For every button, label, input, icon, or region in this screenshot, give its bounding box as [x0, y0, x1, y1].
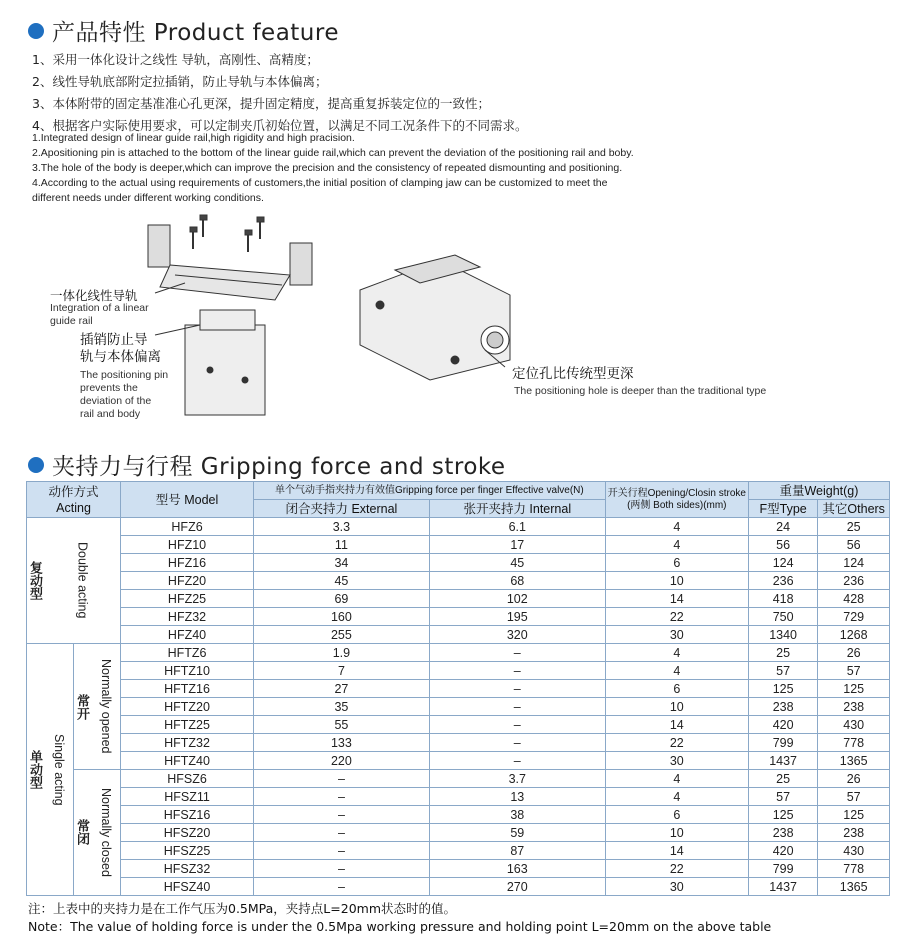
double-internal-cell: 195 — [429, 608, 605, 626]
open-others-cell: 778 — [818, 734, 890, 752]
open-external-cell: 7 — [253, 662, 429, 680]
closed-others-cell: 26 — [818, 770, 890, 788]
double-external-cell: 69 — [253, 590, 429, 608]
closed-stroke-cell: 10 — [605, 824, 748, 842]
double-others-cell: 56 — [818, 536, 890, 554]
closed-model-cell: HFSZ20 — [121, 824, 254, 842]
open-model-cell: HFTZ20 — [121, 698, 254, 716]
group-double-acting-cn: 复动型 — [28, 560, 43, 600]
group-normally-closed-en: Normally closed — [99, 788, 114, 877]
closed-model-cell: HFSZ25 — [121, 842, 254, 860]
double-external-cell: 160 — [253, 608, 429, 626]
double-others-cell: 1268 — [818, 626, 890, 644]
group-single-acting-en: Single acting — [52, 733, 67, 806]
double-others-cell: 428 — [818, 590, 890, 608]
group-normally-opened-en: Normally opened — [99, 659, 114, 754]
table-row — [27, 770, 890, 788]
double-model-cell: HFZ40 — [121, 626, 254, 644]
table-row — [27, 824, 890, 842]
table-row — [27, 680, 890, 698]
feature-en-line-2: 2.Apositioning pin is attached to the bottom of the linear guide rail,which can prevent the deviation of the positioning rail and boby. — [32, 147, 634, 159]
header-acting — [27, 482, 121, 518]
feature-en-line-1: 1.Integrated design of linear guide rail,high rigidity and high pracision. — [32, 132, 355, 144]
bullet-dot-icon — [28, 23, 44, 39]
double-others-cell: 25 — [818, 518, 890, 536]
double-ftype-cell: 418 — [748, 590, 818, 608]
double-model-cell: HFZ10 — [121, 536, 254, 554]
double-external-cell: 3.3 — [253, 518, 429, 536]
double-stroke-cell: 22 — [605, 608, 748, 626]
open-external-cell: 133 — [253, 734, 429, 752]
double-ftype-cell: 24 — [748, 518, 818, 536]
closed-stroke-cell: 14 — [605, 842, 748, 860]
closed-others-cell: 430 — [818, 842, 890, 860]
double-stroke-cell: 14 — [605, 590, 748, 608]
double-stroke-cell: 30 — [605, 626, 748, 644]
group-double-acting-en: Double acting — [75, 542, 90, 619]
open-ftype-cell: 1437 — [748, 752, 818, 770]
open-internal-cell: – — [429, 644, 605, 662]
table-row — [27, 590, 890, 608]
closed-internal-cell: 38 — [429, 806, 605, 824]
table-row — [27, 626, 890, 644]
double-others-cell: 236 — [818, 572, 890, 590]
open-model-cell: HFTZ32 — [121, 734, 254, 752]
closed-external-cell: – — [253, 770, 429, 788]
gripping-title: 夹持力与行程 Gripping force and stroke — [52, 454, 506, 480]
closed-internal-cell: 163 — [429, 860, 605, 878]
header-others: 其它Others — [818, 500, 890, 518]
label-pin-cn — [80, 332, 161, 366]
double-internal-cell: 6.1 — [429, 518, 605, 536]
double-ftype-cell: 124 — [748, 554, 818, 572]
closed-model-cell: HFSZ32 — [121, 860, 254, 878]
open-internal-cell: – — [429, 752, 605, 770]
double-model-cell: HFZ16 — [121, 554, 254, 572]
feature-cn-line-2: 2、线性导轨底部附定拉插销，防止导轨与本体偏离； — [32, 74, 328, 89]
open-internal-cell: – — [429, 698, 605, 716]
open-ftype-cell: 125 — [748, 680, 818, 698]
table-row — [27, 644, 890, 662]
closed-stroke-cell: 22 — [605, 860, 748, 878]
header-acting-en: Acting — [56, 500, 91, 515]
open-stroke-cell: 10 — [605, 698, 748, 716]
open-stroke-cell: 30 — [605, 752, 748, 770]
closed-ftype-cell: 799 — [748, 860, 818, 878]
table-row — [27, 572, 890, 590]
table-row — [27, 536, 890, 554]
double-ftype-cell: 56 — [748, 536, 818, 554]
closed-internal-cell: 59 — [429, 824, 605, 842]
closed-ftype-cell: 57 — [748, 788, 818, 806]
table-row — [27, 788, 890, 806]
closed-external-cell: – — [253, 824, 429, 842]
open-model-cell: HFTZ10 — [121, 662, 254, 680]
closed-external-cell: – — [253, 788, 429, 806]
closed-ftype-cell: 238 — [748, 824, 818, 842]
open-others-cell: 238 — [818, 698, 890, 716]
closed-internal-cell: 3.7 — [429, 770, 605, 788]
double-external-cell: 255 — [253, 626, 429, 644]
closed-stroke-cell: 30 — [605, 878, 748, 896]
label-linear-rail-en-2: guide rail — [50, 315, 93, 327]
open-external-cell: 55 — [253, 716, 429, 734]
open-external-cell: 27 — [253, 680, 429, 698]
group-normally-opened-cn: 常开 — [75, 693, 91, 720]
group-single-acting — [27, 644, 74, 896]
double-ftype-cell: 750 — [748, 608, 818, 626]
label-pin-en — [80, 369, 168, 421]
closed-internal-cell: 87 — [429, 842, 605, 860]
closed-model-cell: HFSZ11 — [121, 788, 254, 806]
open-stroke-cell: 14 — [605, 716, 748, 734]
open-ftype-cell: 238 — [748, 698, 818, 716]
open-internal-cell: – — [429, 716, 605, 734]
table-row — [27, 806, 890, 824]
double-ftype-cell: 236 — [748, 572, 818, 590]
double-external-cell: 11 — [253, 536, 429, 554]
label-pin-cn-1: 插销防止导 — [80, 332, 148, 348]
open-model-cell: HFTZ6 — [121, 644, 254, 662]
bolt-icon — [190, 215, 264, 252]
open-ftype-cell: 57 — [748, 662, 818, 680]
open-model-cell: HFTZ40 — [121, 752, 254, 770]
note-cn: 注：上表中的夹持力是在工作气压为0.5MPa，夹持点L=20mm状态时的值。 — [28, 901, 456, 916]
double-internal-cell: 320 — [429, 626, 605, 644]
open-ftype-cell: 799 — [748, 734, 818, 752]
label-hole-cn: 定位孔比传统型更深 — [512, 366, 634, 382]
double-internal-cell: 102 — [429, 590, 605, 608]
label-pin-en-1: The positioning pin — [80, 369, 169, 381]
label-pin-en-2: prevents the — [80, 382, 138, 394]
closed-others-cell: 1365 — [818, 878, 890, 896]
label-pin-cn-2: 轨与本体偏离 — [80, 349, 161, 365]
table-row — [27, 878, 890, 896]
open-external-cell: 220 — [253, 752, 429, 770]
open-ftype-cell: 25 — [748, 644, 818, 662]
closed-internal-cell: 270 — [429, 878, 605, 896]
header-stroke-1: 开关行程Opening/Closin stroke — [607, 487, 746, 499]
closed-others-cell: 57 — [818, 788, 890, 806]
feature-section-header — [28, 14, 339, 47]
open-ftype-cell: 420 — [748, 716, 818, 734]
gripper-body-right — [360, 255, 510, 380]
header-acting-cn: 动作方式 — [48, 484, 99, 499]
header-stroke-2: (两侧 Both sides)(mm) — [627, 499, 727, 511]
double-model-cell: HFZ25 — [121, 590, 254, 608]
feature-en-line-5: different needs under different working conditions. — [32, 192, 264, 204]
open-stroke-cell: 6 — [605, 680, 748, 698]
header-model: 型号 Model — [121, 482, 254, 518]
header-weight: 重量Weight(g) — [748, 482, 889, 500]
feature-cn-line-4: 4、根据客户实际使用要求，可以定制夹爪初始位置，以满足不同工况条件下的不同需求。 — [32, 118, 528, 133]
closed-external-cell: – — [253, 860, 429, 878]
closed-stroke-cell: 4 — [605, 788, 748, 806]
gripping-force-table — [26, 481, 890, 896]
double-model-cell: HFZ20 — [121, 572, 254, 590]
gripping-section-header — [28, 448, 506, 481]
open-others-cell: 57 — [818, 662, 890, 680]
closed-external-cell: – — [253, 878, 429, 896]
double-stroke-cell: 10 — [605, 572, 748, 590]
closed-external-cell: – — [253, 842, 429, 860]
double-internal-cell: 68 — [429, 572, 605, 590]
closed-ftype-cell: 420 — [748, 842, 818, 860]
double-internal-cell: 17 — [429, 536, 605, 554]
open-stroke-cell: 4 — [605, 644, 748, 662]
table-row — [27, 752, 890, 770]
closed-model-cell: HFSZ6 — [121, 770, 254, 788]
header-internal: 张开夹持力 Internal — [429, 500, 605, 518]
header-force-group: 单个气动手指夹持力有效值Gripping force per finger Effective valve(N) — [253, 482, 605, 500]
feature-cn-line-1: 1、采用一体化设计之线性 导轨，高刚性、高精度； — [32, 52, 319, 67]
double-model-cell: HFZ32 — [121, 608, 254, 626]
open-model-cell: HFTZ16 — [121, 680, 254, 698]
header-external: 闭合夹持力 External — [253, 500, 429, 518]
feature-cn-line-3: 3、本体附带的固定基准准心孔更深，提升固定精度，提高重复拆装定位的一致性； — [32, 96, 490, 111]
feature-en-line-4: 4.According to the actual using requirements of customers,the initial position of clamping jaw can be customized to meet the — [32, 177, 608, 189]
table-row — [27, 662, 890, 680]
table-row — [27, 860, 890, 878]
open-internal-cell: – — [429, 662, 605, 680]
group-normally-closed-cn: 常闭 — [75, 819, 91, 846]
label-pin-en-3: deviation of the — [80, 395, 152, 407]
closed-model-cell: HFSZ16 — [121, 806, 254, 824]
table-row — [27, 734, 890, 752]
double-others-cell: 124 — [818, 554, 890, 572]
open-stroke-cell: 4 — [605, 662, 748, 680]
closed-external-cell: – — [253, 806, 429, 824]
closed-ftype-cell: 1437 — [748, 878, 818, 896]
double-external-cell: 45 — [253, 572, 429, 590]
closed-ftype-cell: 125 — [748, 806, 818, 824]
group-normally-closed — [74, 770, 121, 896]
double-ftype-cell: 1340 — [748, 626, 818, 644]
bullet-dot-icon — [28, 457, 44, 473]
closed-stroke-cell: 6 — [605, 806, 748, 824]
table-row — [27, 842, 890, 860]
table-row — [27, 716, 890, 734]
closed-internal-cell: 13 — [429, 788, 605, 806]
label-linear-rail-en — [50, 302, 149, 328]
label-linear-rail-en-1: Integration of a linear — [50, 302, 149, 314]
feature-en-line-3: 3.The hole of the body is deeper,which can improve the precision and the consistency of repeated dismounting and positioning. — [32, 162, 623, 174]
open-model-cell: HFTZ25 — [121, 716, 254, 734]
note-en: Note：The value of holding force is under the 0.5Mpa working pressure and holding point L=20mm on the above table — [28, 919, 772, 934]
closed-others-cell: 238 — [818, 824, 890, 842]
open-external-cell: 1.9 — [253, 644, 429, 662]
open-others-cell: 125 — [818, 680, 890, 698]
double-external-cell: 34 — [253, 554, 429, 572]
open-others-cell: 1365 — [818, 752, 890, 770]
label-pin-en-4: rail and body — [80, 408, 141, 420]
double-others-cell: 729 — [818, 608, 890, 626]
closed-others-cell: 125 — [818, 806, 890, 824]
open-internal-cell: – — [429, 680, 605, 698]
closed-model-cell: HFSZ40 — [121, 878, 254, 896]
table-row — [27, 554, 890, 572]
double-stroke-cell: 4 — [605, 536, 748, 554]
linear-rail — [160, 265, 290, 300]
closed-others-cell: 778 — [818, 860, 890, 878]
label-hole-en: The positioning hole is deeper than the traditional type — [514, 385, 767, 397]
header-ftype: F型Type — [748, 500, 818, 518]
open-others-cell: 430 — [818, 716, 890, 734]
closed-ftype-cell: 25 — [748, 770, 818, 788]
open-internal-cell: – — [429, 734, 605, 752]
group-single-acting-cn: 单动型 — [28, 749, 43, 789]
double-stroke-cell: 6 — [605, 554, 748, 572]
table-row — [27, 608, 890, 626]
feature-title: 产品特性 Product feature — [52, 20, 339, 46]
double-internal-cell: 45 — [429, 554, 605, 572]
header-stroke — [605, 482, 748, 518]
open-external-cell: 35 — [253, 698, 429, 716]
double-model-cell: HFZ6 — [121, 518, 254, 536]
open-stroke-cell: 22 — [605, 734, 748, 752]
open-others-cell: 26 — [818, 644, 890, 662]
table-row — [27, 698, 890, 716]
table-row — [27, 518, 890, 536]
group-double-acting — [27, 518, 121, 644]
label-linear-rail-cn: 一体化线性导轨 — [50, 288, 138, 303]
closed-stroke-cell: 4 — [605, 770, 748, 788]
double-stroke-cell: 4 — [605, 518, 748, 536]
group-normally-opened — [74, 644, 121, 770]
